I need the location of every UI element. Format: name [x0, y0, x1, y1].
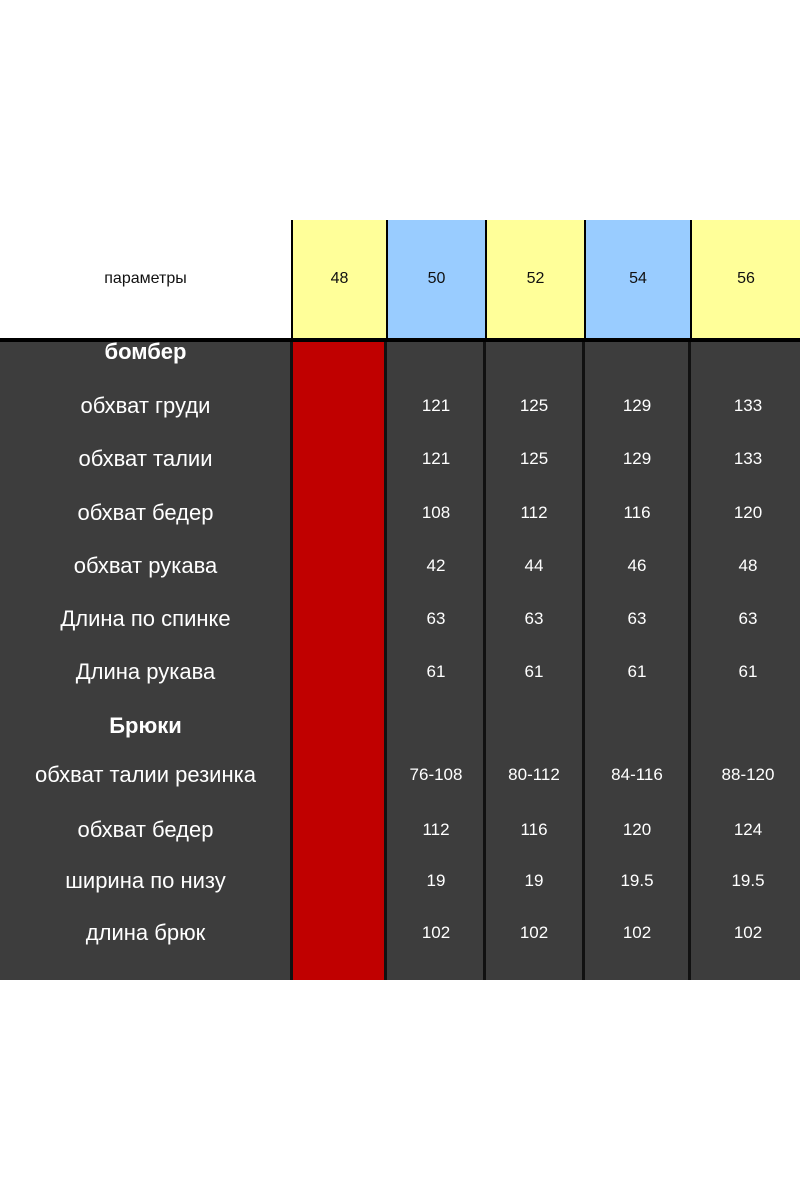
value-cell: 44	[524, 556, 544, 575]
row-label: ширина по низу	[65, 868, 226, 893]
value-cell: 46	[627, 556, 647, 575]
value-cell: 19.5	[620, 871, 654, 890]
value-cell: 125	[519, 396, 549, 415]
value-cell: 121	[421, 449, 451, 468]
value-cell: 19.5	[731, 871, 765, 890]
value-cell: 112	[422, 820, 450, 839]
size-48-column	[291, 342, 386, 980]
row-label: длина брюк	[85, 920, 206, 945]
size-50-header: 50	[386, 220, 485, 338]
value-cell: 61	[738, 662, 758, 681]
value-cell: 19	[426, 871, 446, 890]
value-cell: 116	[520, 820, 548, 839]
value-cell: 48	[738, 556, 758, 575]
value-cell: 120	[622, 820, 652, 839]
value-cell: 129	[622, 396, 652, 415]
value-cell: 133	[733, 396, 763, 415]
value-cell: 133	[733, 449, 763, 468]
value-cell: 42	[426, 556, 446, 575]
row-label: обхват талии	[78, 446, 213, 471]
row-label: обхват рукава	[73, 553, 218, 578]
section-title: Брюки	[109, 713, 182, 738]
row-label: обхват бедер	[77, 500, 214, 525]
value-cell: 121	[421, 396, 451, 415]
value-cell: 129	[622, 449, 652, 468]
value-cell: 80-112	[508, 765, 560, 784]
value-cell: 63	[426, 609, 446, 628]
size-chart-table	[0, 220, 800, 980]
row-label: обхват бедер	[77, 817, 214, 842]
value-cell: 61	[426, 662, 446, 681]
value-cell: 84-116	[611, 765, 663, 784]
row-label: обхват груди	[80, 393, 211, 418]
value-cell: 125	[519, 449, 549, 468]
value-cell: 61	[627, 662, 647, 681]
size-54-header: 54	[584, 220, 690, 338]
value-cell: 63	[738, 609, 758, 628]
value-cell: 102	[733, 923, 763, 942]
size-56-header: 56	[690, 220, 800, 338]
value-cell: 124	[733, 820, 763, 839]
parameters-header: параметры	[0, 220, 291, 338]
section-title: бомбер	[104, 339, 187, 364]
value-cell: 63	[524, 609, 544, 628]
column-separator	[688, 342, 691, 980]
value-cell: 116	[623, 503, 651, 522]
value-cell: 108	[421, 503, 451, 522]
row-label: Длина рукава	[75, 659, 216, 684]
value-cell: 102	[622, 923, 652, 942]
value-cell: 76-108	[409, 765, 463, 784]
value-cell: 88-120	[721, 765, 775, 784]
value-cell: 120	[733, 503, 763, 522]
size-48-header: 48	[291, 220, 386, 338]
row-label: обхват талии резинка	[35, 762, 256, 787]
value-cell: 102	[519, 923, 549, 942]
value-cell: 63	[627, 609, 647, 628]
value-cell: 19	[524, 871, 544, 890]
value-cell: 112	[520, 503, 548, 522]
row-label: Длина по спинке	[60, 606, 231, 631]
size-52-header: 52	[485, 220, 584, 338]
value-cell: 102	[421, 923, 451, 942]
value-cell: 61	[524, 662, 544, 681]
